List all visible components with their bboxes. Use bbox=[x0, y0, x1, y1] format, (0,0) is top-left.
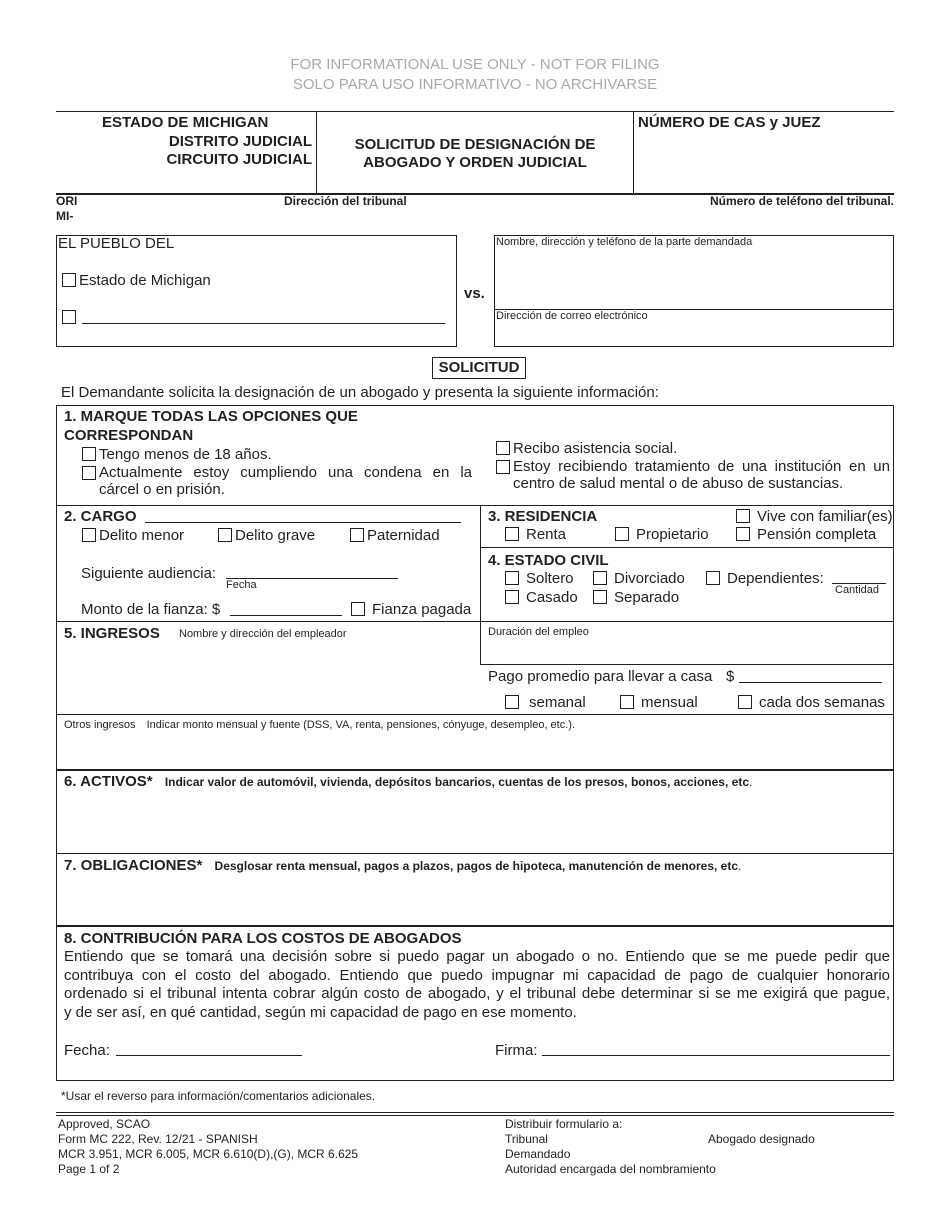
section1-title-line2: CORRESPONDAN bbox=[64, 427, 194, 444]
footer-distribute: Distribuir formulario a: bbox=[505, 1117, 623, 1131]
monthly-label: mensual bbox=[641, 694, 698, 711]
treatment-label-1: Estoy recibiendo tratamiento de una institución en un bbox=[513, 458, 890, 475]
section8-body-line4: y de ser así, en qué cantidad, según mi capacidad de pago en ese momento. bbox=[64, 1003, 577, 1021]
other-income-field[interactable] bbox=[64, 719, 575, 731]
other-plaintiff-checkbox[interactable] bbox=[62, 310, 76, 324]
state-option-label: Estado de Michigan bbox=[79, 272, 211, 289]
section5-inner-rule bbox=[56, 714, 894, 715]
section6-hint: Indicar valor de automóvil, vivienda, depósitos bancarios, cuentas de los presos, bonos, acciones, etc bbox=[164, 775, 749, 789]
footer-rule-2 bbox=[56, 1115, 894, 1116]
footer-attorney: Abogado designado bbox=[708, 1132, 815, 1146]
weekly-checkbox[interactable] bbox=[505, 695, 519, 709]
section7-hint: Desglosar renta mensual, pagos a plazos, pagos de hipoteca, manutención de menores, etc bbox=[214, 859, 739, 873]
other-income-hint: Indicar monto mensual y fuente (DSS, VA, renta, pensiones, cónyuge, desempleo, etc.). bbox=[146, 719, 576, 731]
felony-checkbox[interactable] bbox=[218, 528, 232, 542]
married-label: Casado bbox=[526, 589, 578, 606]
defendant-email-label[interactable]: Dirección de correo electrónico bbox=[496, 310, 648, 322]
bond-amount-label: Monto de la fianza: $ bbox=[81, 601, 221, 618]
under-18-checkbox[interactable] bbox=[82, 447, 96, 461]
board-label: Pensión completa bbox=[757, 526, 877, 543]
with-family-checkbox[interactable] bbox=[736, 509, 750, 523]
section6-period: . bbox=[749, 775, 753, 789]
misdemeanor-checkbox[interactable] bbox=[82, 528, 96, 542]
rent-option[interactable] bbox=[505, 526, 566, 543]
section8-title: 8. CONTRIBUCIÓN PARA LOS COSTOS DE ABOGADOS bbox=[64, 930, 462, 947]
board-option[interactable] bbox=[736, 526, 876, 543]
employment-duration-label[interactable]: Duración del empleo bbox=[488, 626, 589, 638]
biweekly-label: cada dos semanas bbox=[759, 694, 885, 711]
other-income-label: Otros ingresos bbox=[64, 719, 136, 731]
footer-form-number: Form MC 222, Rev. 12/21 - SPANISH bbox=[58, 1132, 258, 1146]
serving-sentence-label-1: Actualmente estoy cumpliendo una condena en la bbox=[99, 464, 472, 481]
header-top-rule bbox=[56, 111, 894, 112]
section6-title: 6. ACTIVOS* bbox=[64, 773, 153, 790]
circuit-label: CIRCUITO JUDICIAL bbox=[166, 151, 312, 168]
header-divider-2 bbox=[633, 111, 634, 194]
single-option[interactable] bbox=[505, 570, 574, 587]
paternity-checkbox[interactable] bbox=[350, 528, 364, 542]
footer-appointing: Autoridad encargada del nombramiento bbox=[505, 1162, 716, 1176]
section2-bottom-rule bbox=[56, 621, 894, 622]
bond-paid-checkbox[interactable] bbox=[351, 602, 365, 616]
owner-option[interactable] bbox=[615, 526, 709, 543]
rent-label: Renta bbox=[526, 526, 567, 543]
footer-rules: MCR 3.951, MCR 6.005, MCR 6.610(D),(G), MCR 6.625 bbox=[58, 1147, 359, 1161]
treatment-label-2: centro de salud mental o de abuso de sustancias. bbox=[513, 475, 844, 492]
people-of-label: EL PUEBLO DEL bbox=[58, 235, 175, 252]
with-family-label: Vive con familiar(es) bbox=[757, 508, 893, 525]
biweekly-option[interactable] bbox=[738, 694, 885, 711]
state-checkbox[interactable] bbox=[62, 273, 76, 287]
divorced-label: Divorciado bbox=[614, 570, 685, 587]
district-label: DISTRITO JUDICIAL bbox=[168, 133, 312, 150]
single-label: Soltero bbox=[526, 570, 574, 587]
bond-paid-option[interactable] bbox=[351, 601, 471, 618]
serving-sentence-checkbox[interactable] bbox=[82, 466, 96, 480]
informational-notice-en: FOR INFORMATIONAL USE ONLY - NOT FOR FILING bbox=[290, 56, 660, 73]
misdemeanor-option[interactable] bbox=[82, 527, 184, 544]
section7-bottom-rule bbox=[56, 925, 894, 927]
request-heading: SOLICITUD bbox=[432, 357, 526, 379]
duration-bottom-rule bbox=[480, 664, 894, 665]
serving-sentence-option[interactable] bbox=[82, 464, 472, 498]
separated-checkbox[interactable] bbox=[593, 590, 607, 604]
section3-title: 3. RESIDENCIA bbox=[488, 508, 598, 525]
form-title-line1: SOLICITUD DE DESIGNACIÓN DE bbox=[354, 136, 596, 153]
section2-3-divider bbox=[480, 505, 481, 622]
average-pay-label: Pago promedio para llevar a casa bbox=[488, 668, 713, 685]
footer-court: Tribunal bbox=[505, 1132, 548, 1146]
dependents-label: Dependientes: bbox=[727, 570, 824, 587]
form-title-line2: ABOGADO Y ORDEN JUDICIAL bbox=[363, 154, 587, 171]
dependents-checkbox[interactable] bbox=[706, 571, 720, 585]
charge-line[interactable] bbox=[145, 522, 461, 523]
section1-bottom-rule bbox=[56, 505, 894, 506]
paternity-label: Paternidad bbox=[367, 527, 440, 544]
bond-amount-line[interactable] bbox=[230, 615, 342, 616]
weekly-option[interactable] bbox=[505, 694, 586, 711]
section8-body-line2: contribuya con el costo del abogado. Entiendo que puedo impugnar mi capacidad de pago de cualquier honorario bbox=[64, 966, 890, 984]
bond-paid-label: Fianza pagada bbox=[372, 601, 472, 618]
owner-label: Propietario bbox=[636, 526, 709, 543]
footer-page: Page 1 of 2 bbox=[58, 1162, 120, 1176]
section5-divider bbox=[480, 622, 481, 664]
versus-label: vs. bbox=[464, 285, 485, 302]
court-phone-label: Número de teléfono del tribunal. bbox=[709, 194, 894, 208]
section5-title: 5. INGRESOS bbox=[64, 625, 160, 642]
section7-period: . bbox=[738, 859, 742, 873]
footnote: *Usar el reverso para información/comentarios adicionales. bbox=[61, 1089, 376, 1103]
section8-body-line3: ordenado si el tribunal intenta cobrar algún costo de abogado, y el tribunal debe determinar si se me exigirá que pague, bbox=[64, 985, 890, 1002]
dependents-amount-caption: Cantidad bbox=[835, 584, 880, 596]
owner-checkbox[interactable] bbox=[615, 527, 629, 541]
monthly-option[interactable] bbox=[620, 694, 698, 711]
treatment-checkbox[interactable] bbox=[496, 460, 510, 474]
assets-field[interactable] bbox=[64, 773, 752, 790]
biweekly-checkbox[interactable] bbox=[738, 695, 752, 709]
employer-label[interactable]: Nombre y dirección del empleador bbox=[179, 628, 347, 640]
section1-title-line1: 1. MARQUE TODAS LAS OPCIONES QUE bbox=[64, 408, 358, 425]
welfare-label: Recibo asistencia social. bbox=[513, 440, 678, 457]
under-18-label: Tengo menos de 18 años. bbox=[99, 446, 272, 463]
case-number-label: NÚMERO DE CAS y JUEZ bbox=[638, 114, 821, 131]
separated-option[interactable] bbox=[593, 589, 679, 606]
state-of-michigan-option[interactable] bbox=[62, 272, 211, 289]
section2-title: 2. CARGO bbox=[64, 508, 137, 525]
date-line[interactable] bbox=[116, 1055, 302, 1056]
welfare-checkbox[interactable] bbox=[496, 441, 510, 455]
single-checkbox[interactable] bbox=[505, 571, 519, 585]
divorced-option[interactable] bbox=[593, 570, 685, 587]
felony-option[interactable] bbox=[218, 527, 315, 544]
section4-title: 4. ESTADO CIVIL bbox=[488, 552, 609, 569]
footer-rule-1 bbox=[56, 1112, 894, 1113]
footer-defendant: Demandado bbox=[505, 1147, 571, 1161]
separated-label: Separado bbox=[614, 589, 680, 606]
request-intro: El Demandante solicita la designación de un abogado y presenta la siguiente información: bbox=[61, 384, 659, 401]
section5-bottom-rule bbox=[56, 769, 894, 771]
obligations-field[interactable] bbox=[64, 857, 741, 874]
serving-sentence-label-2: cárcel o en prisión. bbox=[99, 481, 225, 498]
section3-bottom-rule bbox=[480, 547, 894, 548]
average-pay-line[interactable] bbox=[739, 682, 882, 683]
defendant-info-label[interactable]: Nombre, dirección y teléfono de la parte demandada bbox=[496, 236, 753, 248]
state-label: ESTADO DE MICHIGAN bbox=[102, 114, 269, 131]
mi-label: MI- bbox=[56, 209, 74, 223]
section6-bottom-rule bbox=[56, 853, 894, 854]
signature-label: Firma: bbox=[495, 1042, 538, 1059]
court-address-label: Dirección del tribunal bbox=[284, 194, 407, 208]
divorced-checkbox[interactable] bbox=[593, 571, 607, 585]
welfare-option[interactable] bbox=[496, 440, 677, 457]
with-family-option[interactable] bbox=[736, 508, 893, 525]
weekly-label: semanal bbox=[529, 694, 586, 711]
ori-label: ORI bbox=[56, 194, 78, 208]
average-pay-dollar: $ bbox=[726, 668, 735, 685]
next-hearing-date-caption: Fecha bbox=[226, 579, 257, 591]
treatment-option[interactable] bbox=[496, 458, 890, 492]
informational-notice-es: SOLO PARA USO INFORMATIVO - NO ARCHIVARSE bbox=[292, 76, 658, 93]
date-label: Fecha: bbox=[64, 1042, 110, 1059]
felony-label: Delito grave bbox=[235, 527, 316, 544]
next-hearing-label: Siguiente audiencia: bbox=[81, 565, 217, 582]
signature-line[interactable] bbox=[542, 1055, 890, 1056]
other-plaintiff-option[interactable] bbox=[62, 309, 79, 326]
married-option[interactable] bbox=[505, 589, 578, 606]
section8-body bbox=[64, 948, 890, 1022]
under-18-option[interactable] bbox=[82, 446, 272, 463]
misdemeanor-label: Delito menor bbox=[99, 527, 185, 544]
rent-checkbox[interactable] bbox=[505, 527, 519, 541]
section8-body-line1: Entiendo que se tomará una decisión sobre si puedo pagar un abogado o no. Entiendo que se me puede pedir que bbox=[64, 948, 890, 965]
married-checkbox[interactable] bbox=[505, 590, 519, 604]
monthly-checkbox[interactable] bbox=[620, 695, 634, 709]
other-plaintiff-line[interactable] bbox=[82, 323, 445, 324]
board-checkbox[interactable] bbox=[736, 527, 750, 541]
defendant-box bbox=[494, 235, 894, 347]
section7-title: 7. OBLIGACIONES* bbox=[64, 857, 203, 874]
footer-approved: Approved, SCAO bbox=[58, 1117, 151, 1131]
dependents-option[interactable] bbox=[706, 570, 824, 587]
paternity-option[interactable] bbox=[350, 527, 440, 544]
